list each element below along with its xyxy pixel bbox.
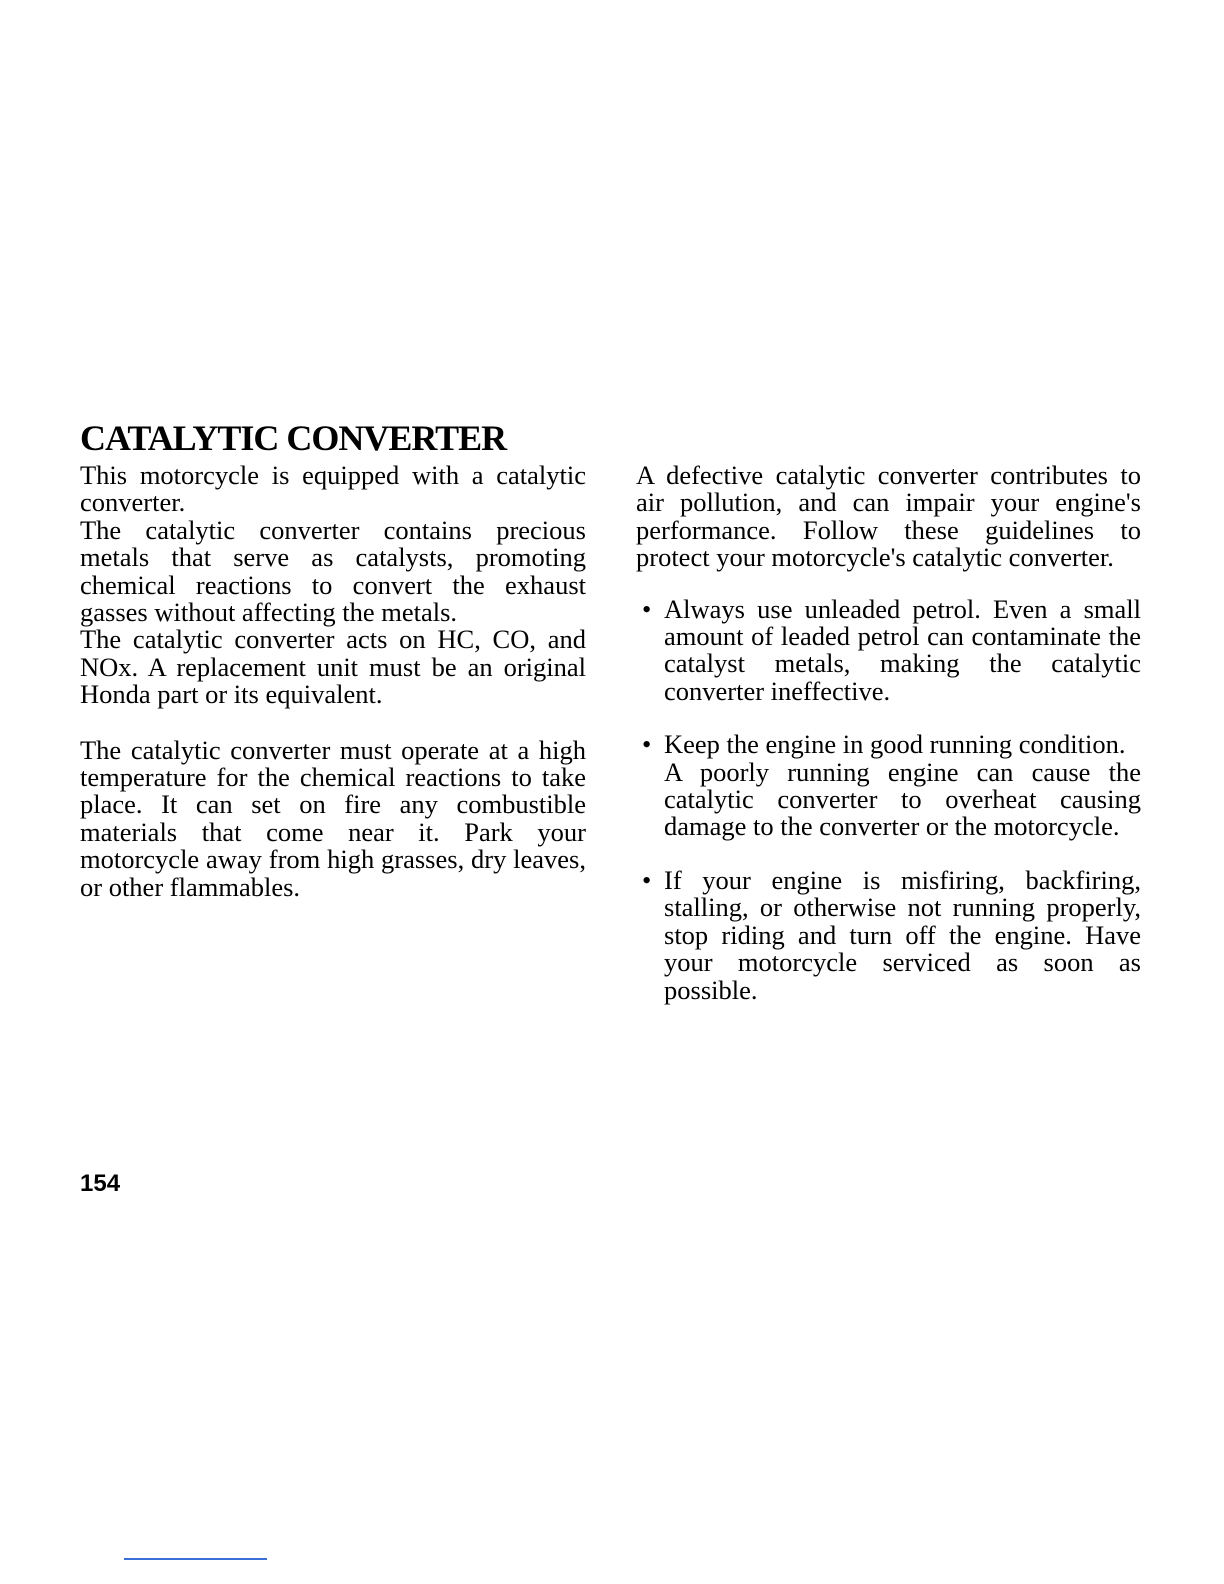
page-title: CATALYTIC CONVERTER [80,418,507,458]
guideline-engine-condition [636,731,1141,841]
guideline-misfiring [636,864,1141,1005]
paragraph-fire-warning: The catalytic converter must operate at a high temperature for the chemical reactions to take place. It can set on fire any combustible materials that come near it. Park your motorcycle away from high grasses, dry leaves, or other flammables. [80,734,586,902]
bullet-icon: • [642,864,652,895]
guideline-text: If your engine is misfiring, backfiring, stalling, or otherwise not running properly, stop riding and turn off the engine. Have your motorcycle serviced as soon as possible. [664,864,1141,1005]
bullet-icon: • [642,593,652,624]
guideline-unleaded-petrol [636,593,1141,706]
paragraph-defective-converter: A defective catalytic converter contributes to air pollution, and can impair your engine's performance. Follow these guidelines to protect your motorcycle's catalytic converter. [636,460,1141,573]
left-column [80,462,586,901]
bottom-rule-divider [124,1558,267,1560]
guideline-text: Always use unleaded petrol. Even a small amount of leaded petrol can contaminate the catalyst metals, making the catalytic converter ineffective. [664,593,1141,706]
right-column [636,462,1141,1004]
page-number: 154 [80,1170,121,1197]
guideline-text: A poorly running engine can cause the catalytic converter to overheat causing damage to the converter or the motorcycle. [664,756,1141,842]
guideline-text: Keep the engine in good running condition. [664,729,1126,760]
guidelines-list [636,593,1141,1005]
paragraph-equipped: This motorcycle is equipped with a catalytic converter. [80,460,586,518]
paragraph-precious-metals: The catalytic converter contains precious metals that serve as catalysts, promoting chemical reactions to convert the exhaust gasses without affecting the metals. [80,514,586,628]
paragraph-replacement: The catalytic converter acts on HC, CO, and NOx. A replacement unit must be an original Honda part or its equivalent. [80,624,586,710]
bullet-icon: • [642,729,652,760]
